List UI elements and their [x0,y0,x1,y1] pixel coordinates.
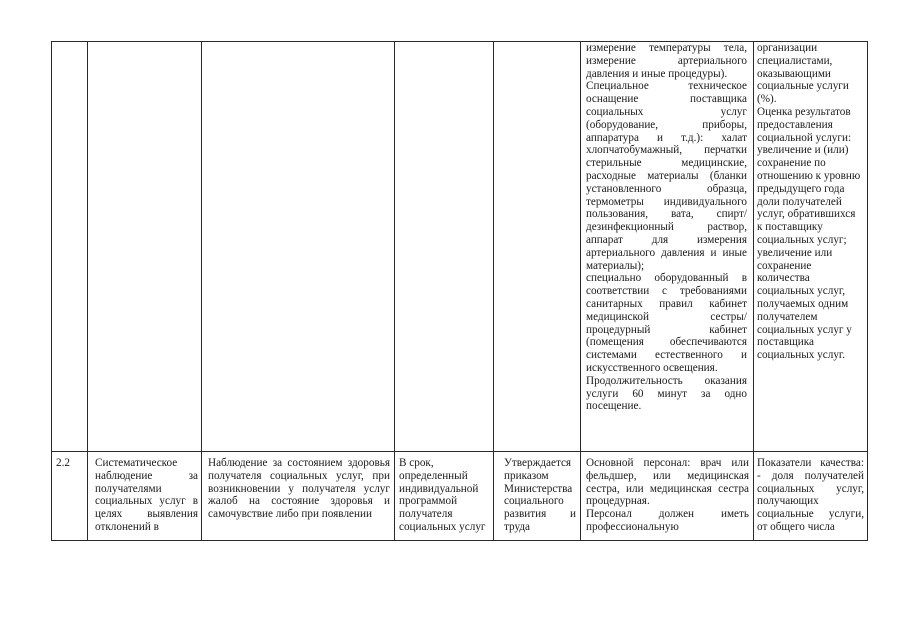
requirements-paragraph: измерение температуры тела, измерение артериального давления и иные процедуры). [586,42,747,80]
service-approval-cell: Утверждается приказом Министерства социального развития и труда [504,457,576,533]
requirements-paragraph: Специальное техническое оснащение поставщика социальных услуг (оборудование, приборы, аппаратура и т.д.): халат хлопчатобумажный, перчатки стерильные медицинские, расходные материалы (бланки установленного образца, термометры индивидуального пользования, вата, спирт/ дезинфекционный раствор, аппарат для измерения артериального давления и иные материалы); [586,80,747,272]
service-name-cell: Систематическое наблюдение за получателями социальных услуг в целях выявления отклонений в [95,457,198,533]
upper-requirements-cell [586,42,747,413]
row-divider [51,451,868,452]
column-divider [580,41,581,541]
column-divider [394,41,395,541]
column-divider [87,41,88,541]
service-indicators-cell: Показатели качества: - доля получателей социальных услуг, получающих социальные услуги, от общего числа [757,457,864,533]
column-divider [753,41,754,541]
table-border-right [867,41,868,541]
table-border-bottom [51,540,868,541]
requirements-paragraph: специально оборудованный в соответствии с требованиями санитарных правил кабинет медицинской сестры/процедурный кабинет (помещения обеспечиваются системами естественного и искусственного освещения. [586,272,747,374]
row-number: 2.2 [56,457,70,469]
service-period-cell: В срок, определенный индивидуальной программой получателя социальных услуг [399,457,486,533]
table-border-left [51,41,52,541]
indicators-paragraph: организации специалистами, оказывающими социальные услуги (%). [757,42,849,106]
requirements-paragraph: Основной персонал: врач или фельдшер, или медицинская сестра, или медицинская сестра процедурная. [586,457,749,508]
column-divider [201,41,202,541]
upper-indicators-cell [757,42,863,362]
requirements-paragraph: Персонал должен иметь профессиональную [586,508,749,533]
column-divider [493,41,494,541]
service-description-cell: Наблюдение за состоянием здоровья получателя социальных услуг, при возникновении у получателя услуг жалоб на состояние здоровья и самочувствие либо при появлении [208,457,390,521]
service-requirements-cell [586,457,749,539]
indicators-paragraph: Оценка результатов предоставления социальной услуги: увеличение и (или) сохранение по отношению к уровню предыдущего года доли получателей услуг, обратившихся к поставщику социальных услуг; увеличение или сохранение количества социальных услуг, получаемых одним получателем социальных услуг у поставщика социальных услуг. [757,105,861,362]
requirements-paragraph: Продолжительность оказания услуги 60 минут за одно посещение. [586,374,747,413]
